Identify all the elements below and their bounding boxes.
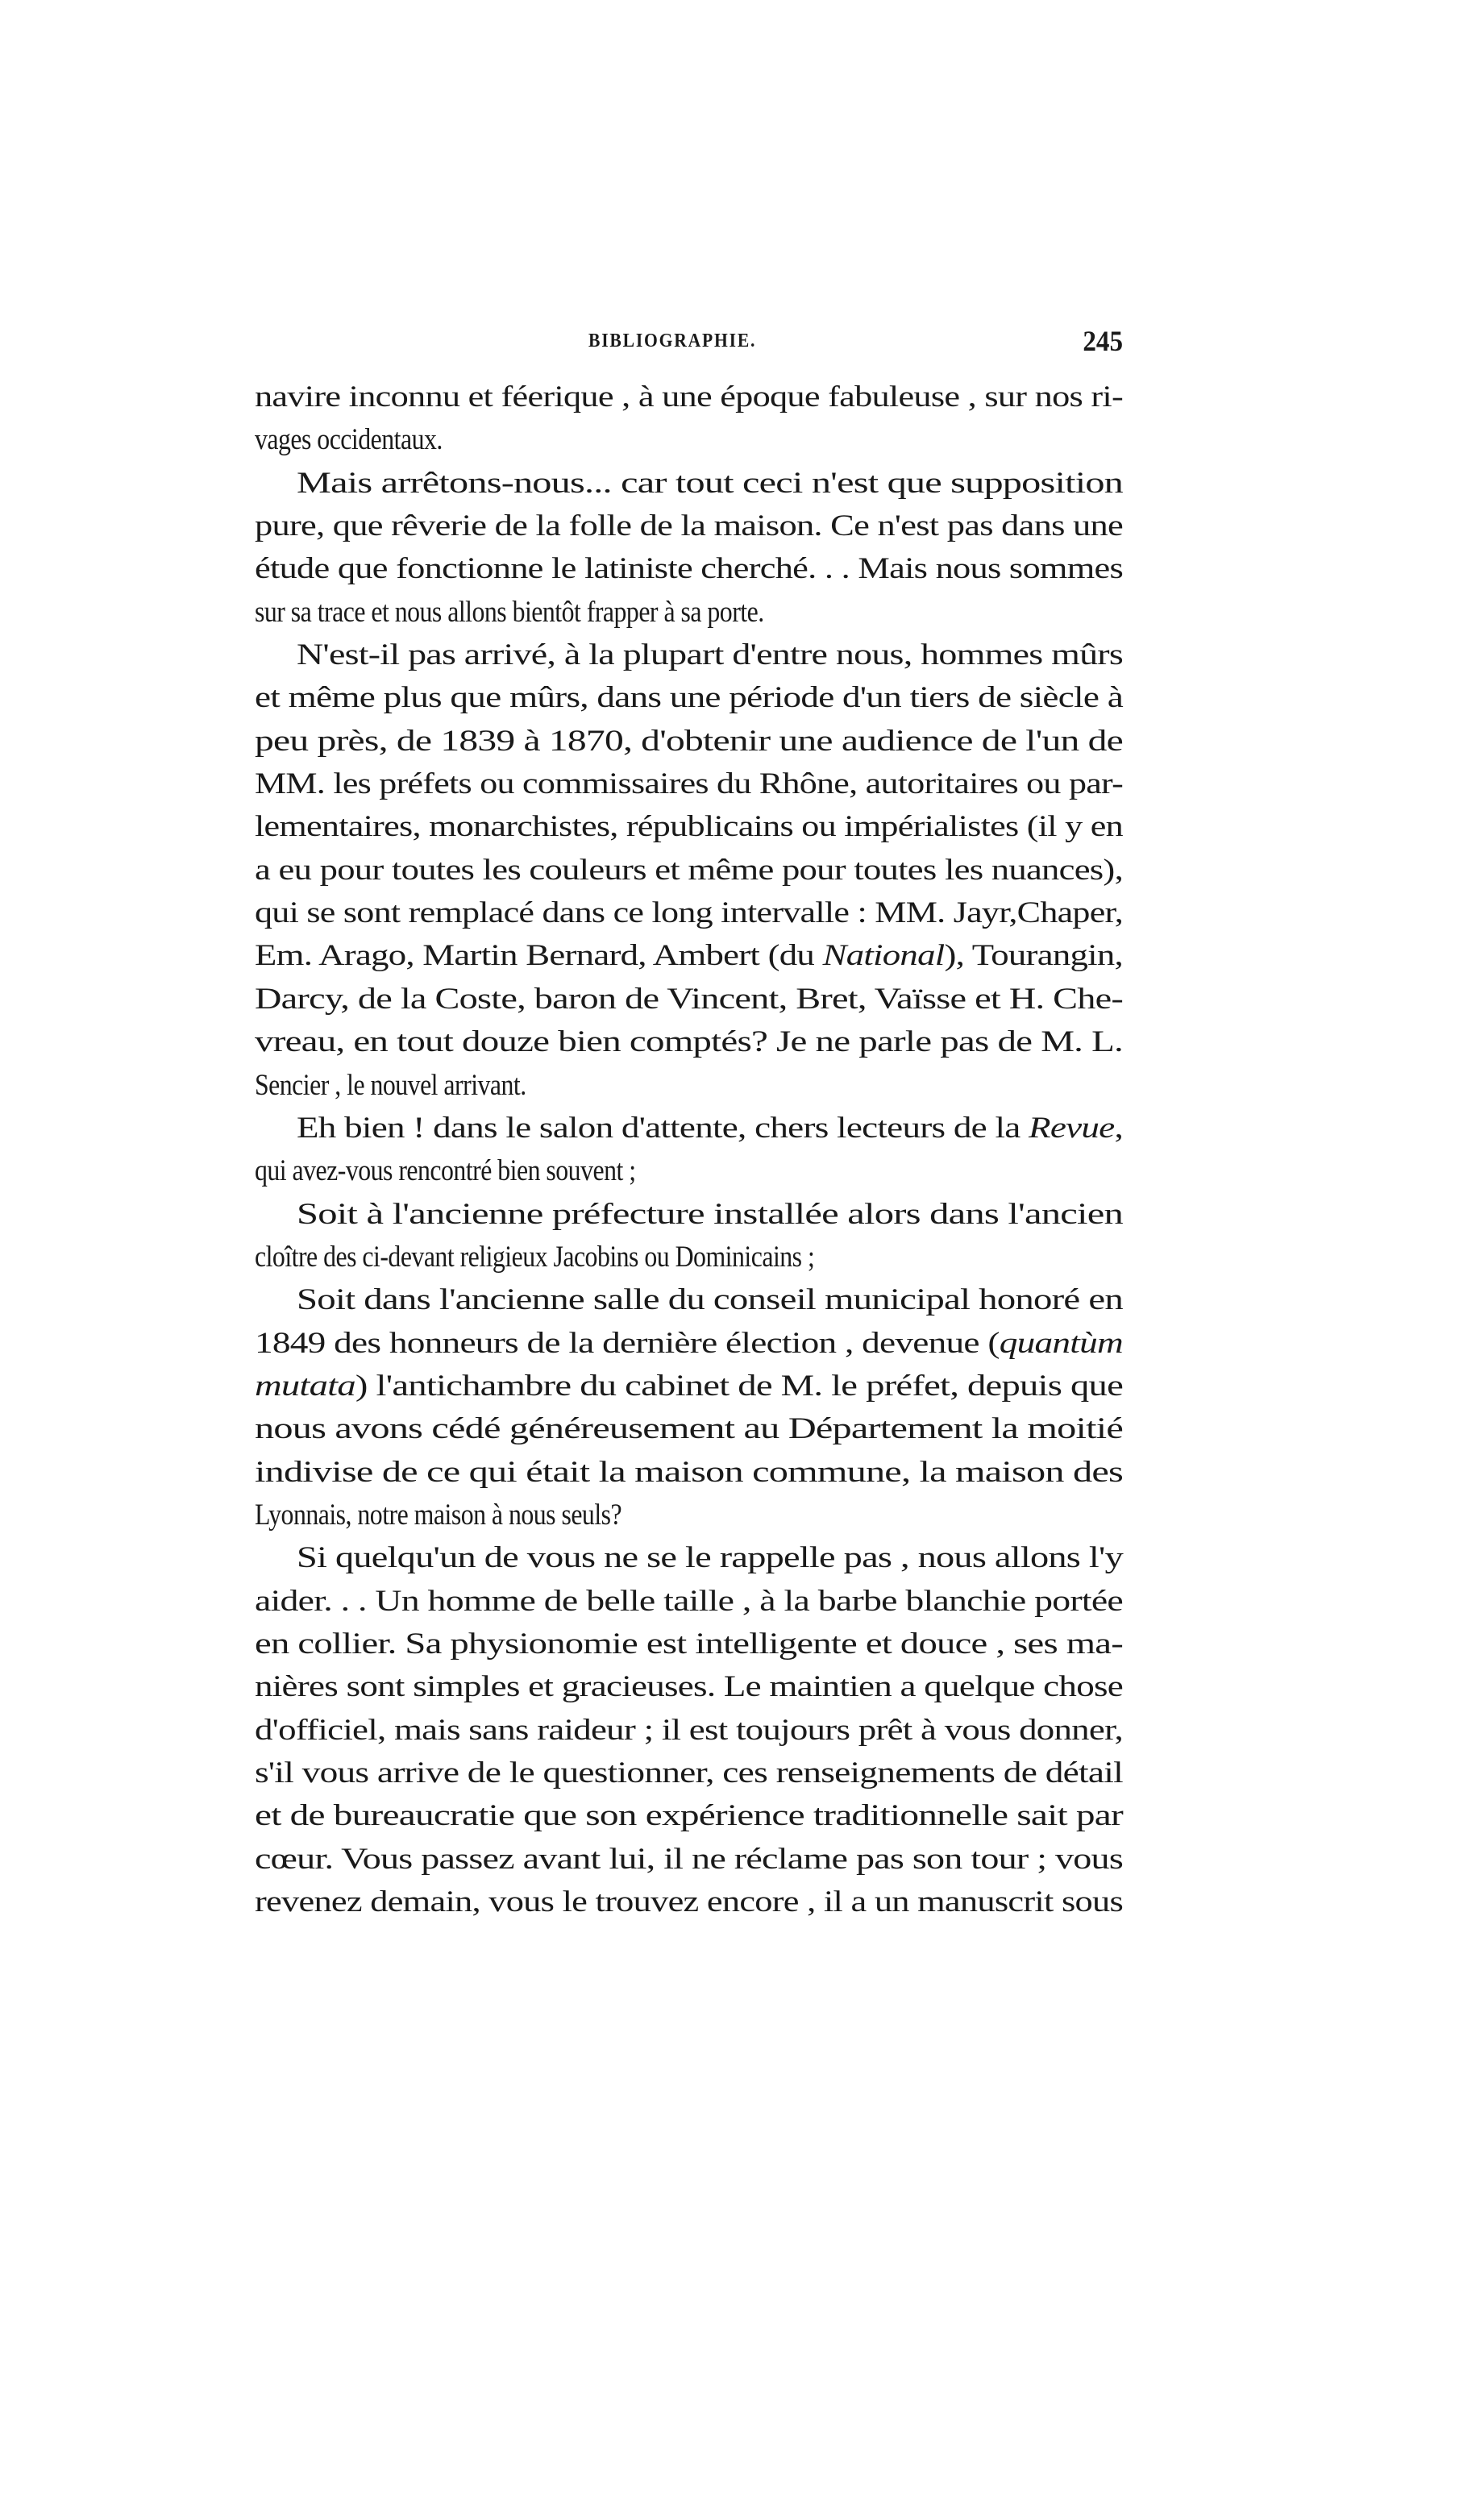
- text-line: [255, 934, 1123, 977]
- line-text: N'est-il pas arrivé, à la plupart d'entre nous, hommes mûrs: [297, 638, 1123, 672]
- line-text: qui se sont remplacé dans ce long intervalle : MM. Jayr,Chaper,: [255, 896, 1123, 930]
- text-line: [255, 462, 1123, 505]
- line-text: nous avons cédé généreusement au Département la moitié: [255, 1412, 1123, 1446]
- line-text: Sencier , le nouvel arrivant.: [255, 1068, 526, 1102]
- line-text: lementaires, monarchistes, républicains ou impérialistes (il y en: [255, 810, 1123, 844]
- line-text: Em. Arago, Martin Bernard, Ambert (du: [255, 939, 823, 973]
- page-number: 245: [1083, 325, 1123, 357]
- text-line: [255, 591, 1123, 634]
- text-line: [255, 849, 1123, 892]
- text-line: [255, 1623, 1123, 1665]
- text-line: [255, 634, 1123, 676]
- line-text: qui avez-vous rencontré bien souvent ;: [255, 1154, 636, 1188]
- running-title: BIBLIOGRAPHIE.: [588, 330, 757, 351]
- text-line: [255, 1149, 1123, 1192]
- line-text: et de bureaucratie que son expérience traditionnelle sait par: [255, 1799, 1123, 1833]
- text-line: [255, 1752, 1123, 1794]
- text-line: [255, 978, 1123, 1020]
- text-line: [255, 547, 1123, 590]
- line-text: peu près, de 1839 à 1870, d'obtenir une audience de l'un de: [255, 724, 1123, 758]
- text-line: [255, 1278, 1123, 1321]
- line-text: étude que fonctionne le latiniste cherché. . . Mais nous sommes: [255, 552, 1123, 586]
- line-text: ,: [1114, 1111, 1123, 1145]
- line-text: Soit dans l'ancienne salle du conseil municipal honoré en: [297, 1283, 1123, 1317]
- line-text: vages occidentaux.: [255, 423, 443, 457]
- line-text: a eu pour toutes les couleurs et même pour toutes les nuances),: [255, 853, 1123, 887]
- text-line: [255, 1665, 1123, 1708]
- text-line: [255, 1193, 1123, 1236]
- text-line: [255, 418, 1123, 461]
- line-text: MM. les préfets ou commissaires du Rhône, autoritaires ou par-: [255, 767, 1123, 801]
- text-line: [255, 376, 1123, 418]
- line-text: indivise de ce qui était la maison commune, la maison des: [255, 1455, 1123, 1489]
- text-line: [255, 1020, 1123, 1063]
- line-text: vreau, en tout douze bien comptés? Je ne parle pas de M. L.: [255, 1025, 1123, 1059]
- text-line: [255, 1794, 1123, 1837]
- text-line: [255, 1838, 1123, 1881]
- line-text: et même plus que mûrs, dans une période d'un tiers de siècle à: [255, 681, 1123, 715]
- text-line: [255, 1322, 1123, 1365]
- text-line: [255, 805, 1123, 848]
- line-text: nières sont simples et gracieuses. Le maintien a quelque chose: [255, 1670, 1123, 1704]
- line-text: Mais arrêtons-nous... car tout ceci n'est que supposition: [297, 466, 1123, 500]
- text-line: [255, 1709, 1123, 1752]
- text-line: [255, 1107, 1123, 1149]
- italic-text: quantùm: [999, 1326, 1123, 1360]
- italic-text: Revue: [1029, 1111, 1115, 1145]
- text-line: [255, 1580, 1123, 1623]
- text-line: [255, 1407, 1123, 1450]
- text-line: [255, 763, 1123, 805]
- text-line: [255, 1881, 1123, 1923]
- text-line: [255, 676, 1123, 719]
- text-line: [255, 505, 1123, 547]
- text-line: [255, 720, 1123, 763]
- line-text: Lyonnais, notre maison à nous seuls?: [255, 1498, 622, 1532]
- line-text: en collier. Sa physionomie est intelligente et douce , ses ma-: [255, 1627, 1123, 1661]
- running-head: [255, 324, 1123, 356]
- line-text: navire inconnu et féerique , à une époque fabuleuse , sur nos ri-: [255, 380, 1123, 414]
- body-text: [255, 376, 1123, 1923]
- line-text: cloître des ci-devant religieux Jacobins ou Dominicains ;: [255, 1240, 815, 1274]
- italic-text: National: [822, 939, 945, 973]
- text-line: [255, 1494, 1123, 1536]
- line-text: 1849 des honneurs de la dernière élection , devenue (: [255, 1326, 1000, 1360]
- line-text: ), Tourangin,: [944, 939, 1123, 973]
- line-text: aider. . . Un homme de belle taille , à la barbe blanchie portée: [255, 1584, 1123, 1618]
- line-text: Eh bien ! dans le salon d'attente, chers lecteurs de la: [297, 1111, 1029, 1145]
- text-line: [255, 892, 1123, 934]
- line-text: Darcy, de la Coste, baron de Vincent, Bret, Vaïsse et H. Che-: [255, 982, 1123, 1016]
- line-text: d'officiel, mais sans raideur ; il est toujours prêt à vous donner,: [255, 1713, 1123, 1747]
- line-text: cœur. Vous passez avant lui, il ne réclame pas son tour ; vous: [255, 1842, 1123, 1876]
- text-line: [255, 1236, 1123, 1278]
- text-line: [255, 1365, 1123, 1407]
- text-line: [255, 1451, 1123, 1494]
- line-text: ) l'antichambre du cabinet de M. le préfet, depuis que: [355, 1369, 1123, 1403]
- line-text: Si quelqu'un de vous ne se le rappelle pas , nous allons l'y: [297, 1541, 1123, 1575]
- text-line: [255, 1064, 1123, 1107]
- line-text: revenez demain, vous le trouvez encore , il a un manuscrit sous: [255, 1885, 1123, 1919]
- line-text: s'il vous arrive de le questionner, ces renseignements de détail: [255, 1756, 1123, 1789]
- line-text: sur sa trace et nous allons bientôt frapper à sa porte.: [255, 595, 764, 629]
- italic-text: mutata: [255, 1369, 355, 1403]
- line-text: pure, que rêverie de la folle de la maison. Ce n'est pas dans une: [255, 509, 1123, 543]
- text-line: [255, 1536, 1123, 1579]
- line-text: Soit à l'ancienne préfecture installée alors dans l'ancien: [297, 1197, 1123, 1231]
